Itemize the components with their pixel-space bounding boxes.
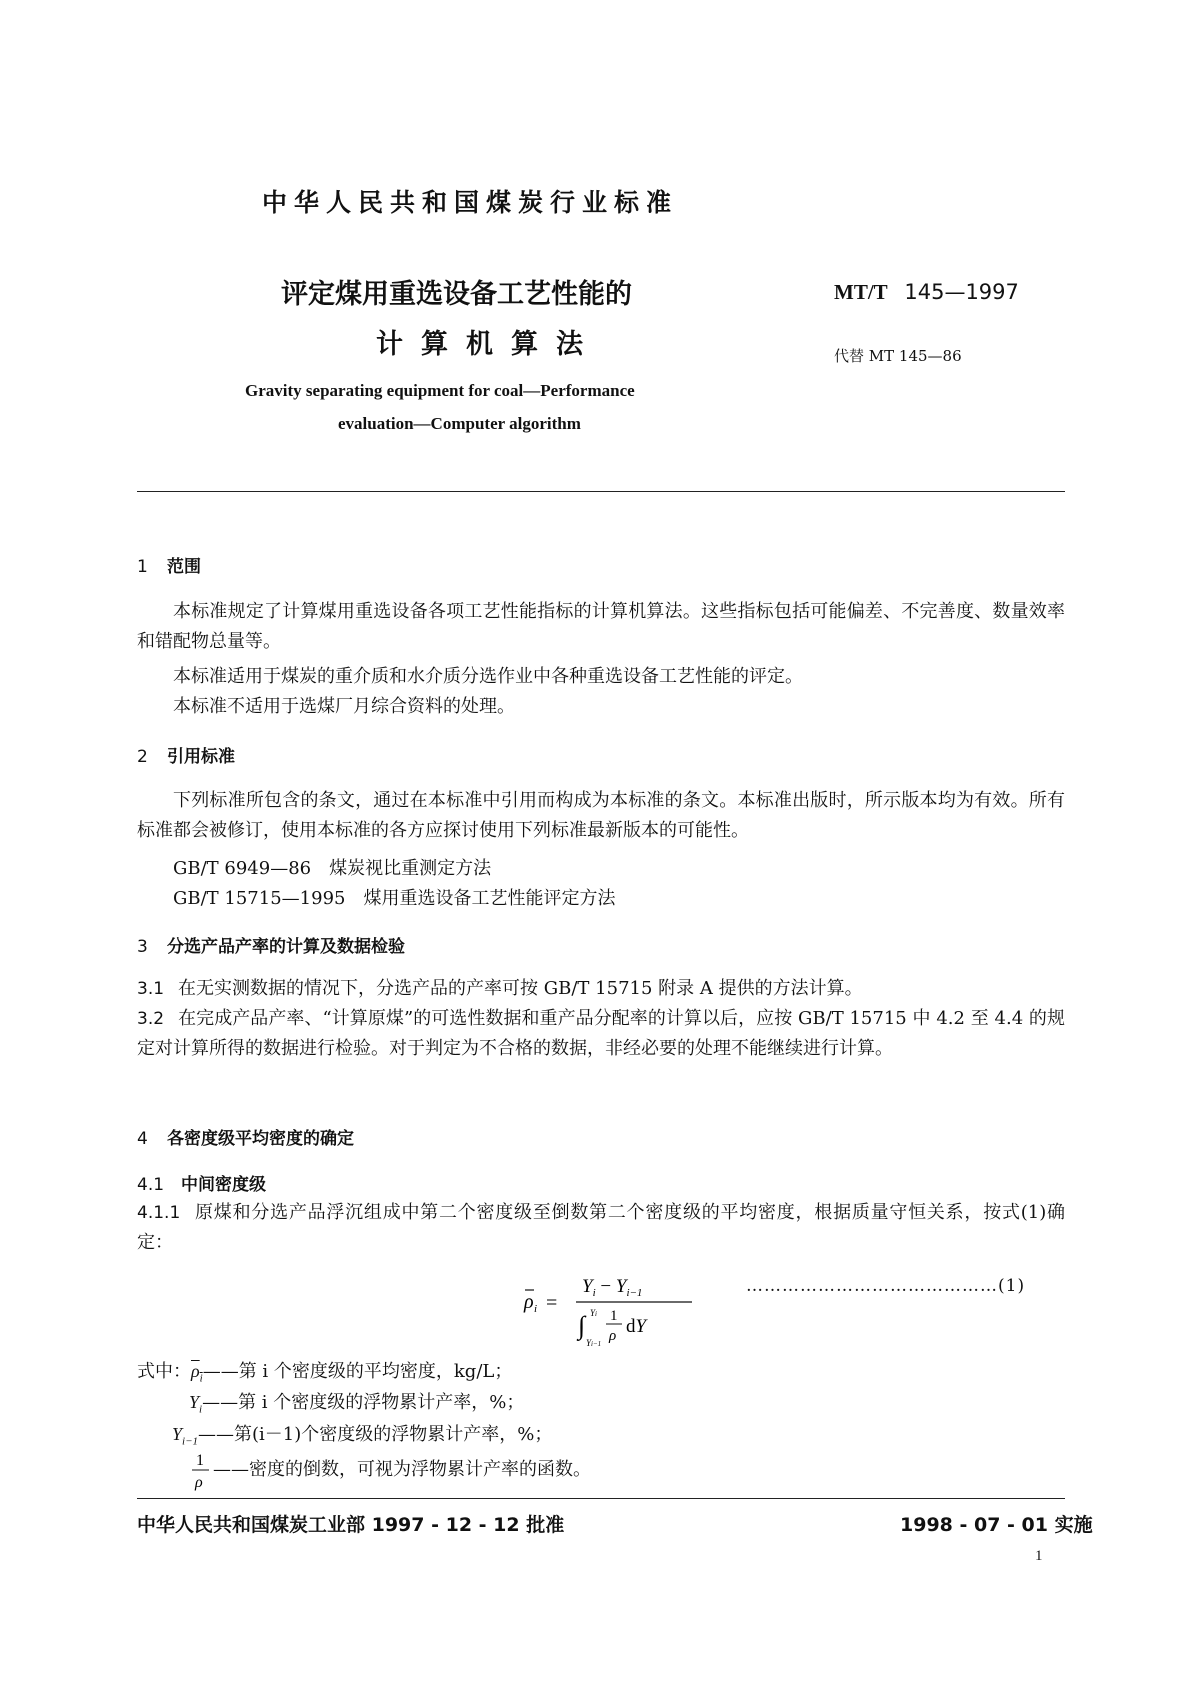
section-number: 3 bbox=[137, 937, 148, 957]
approval-info: 中华人民共和国煤炭工业部 1997 - 12 - 12 批准 bbox=[137, 1514, 565, 1536]
where-yi-1-desc: ——第(i－1)个密度级的浮物累计产率，%； bbox=[198, 1424, 553, 1445]
industry-title: 中华人民共和国煤炭行业标准 bbox=[262, 188, 679, 217]
document-title-line2: 计算机算法 bbox=[376, 329, 601, 360]
section-number: 1 bbox=[137, 557, 148, 577]
where-line-3 bbox=[172, 1420, 552, 1448]
where-yi-desc: ——第 i 个密度级的浮物累计产率，%； bbox=[202, 1392, 525, 1413]
english-title-line2: evaluation—Computer algorithm bbox=[338, 414, 581, 433]
reference-standard-1: GB/T 6949—86 煤炭视比重测定方法 bbox=[173, 858, 492, 879]
effective-date: 1998 - 07 - 01 实施 bbox=[900, 1514, 1093, 1536]
formula-number bbox=[746, 1276, 1025, 1296]
page-number: 1 bbox=[1035, 1548, 1043, 1564]
formula-equals: = bbox=[546, 1292, 558, 1314]
where-line-4 bbox=[189, 1448, 591, 1492]
section-2-heading bbox=[137, 742, 235, 767]
formula-1 bbox=[520, 1266, 700, 1348]
document-title-line1: 评定煤用重选设备工艺性能的 bbox=[281, 279, 632, 310]
where-line-1 bbox=[137, 1357, 512, 1385]
rho-bar-symbol: $\rho_i$ bbox=[191, 1361, 203, 1385]
footer-divider bbox=[137, 1498, 1065, 1499]
formula-subscript: i bbox=[534, 1303, 538, 1315]
section-title: 引用标准 bbox=[167, 747, 235, 767]
formula-one: 1 bbox=[610, 1308, 618, 1324]
section-number: 4 bbox=[137, 1129, 148, 1149]
where-inverse-density-desc: ——密度的倒数，可视为浮物累计产率的函数。 bbox=[213, 1459, 591, 1480]
reference-standard-2: GB/T 15715—1995 煤用重选设备工艺性能评定方法 bbox=[173, 888, 616, 909]
svg-text:ρ: ρ bbox=[195, 1474, 203, 1491]
clause-number: 4.1.1 bbox=[137, 1203, 181, 1223]
yi-minus-1-symbol: $Y_{i-1}$ bbox=[172, 1424, 198, 1448]
clause-number: 3.1 bbox=[137, 979, 165, 999]
section-number: 2 bbox=[137, 747, 148, 767]
formula-integral: ∫ bbox=[578, 1311, 586, 1340]
formula-lower-limit: Yi−1 bbox=[586, 1338, 602, 1348]
standard-code-number: 145—1997 bbox=[904, 280, 1019, 304]
where-line-2 bbox=[189, 1388, 524, 1416]
section-1-paragraph-3: 本标准不适用于选煤厂月综合资料的处理。 bbox=[173, 696, 515, 717]
section-title: 分选产品产率的计算及数据检验 bbox=[167, 937, 405, 957]
section-1-paragraph-2: 本标准适用于煤炭的重介质和水介质分选作业中各种重选设备工艺性能的评定。 bbox=[173, 666, 803, 687]
replaces-standard: 代替 MT 145—86 bbox=[834, 347, 962, 365]
subsection-title: 中间密度级 bbox=[181, 1175, 266, 1195]
section-4-heading bbox=[137, 1124, 354, 1149]
subsection-4-1-heading bbox=[137, 1170, 266, 1195]
clause-4-1-1 bbox=[137, 1198, 1065, 1258]
formula-rho-bar: ρ bbox=[524, 1291, 534, 1313]
where-prefix: 式中： bbox=[137, 1361, 191, 1382]
clause-text: 在完成产品产率、“计算原煤”的可选性数据和重产品分配率的计算以后，应按 GB/T 15715 中 4.2 至 4.4 的规定对计算所得的数据进行检验。对于判定为不合格的数据，非经必要的处理不能继续进行计算。 bbox=[137, 1008, 1065, 1059]
formula-label: (1) bbox=[998, 1276, 1026, 1296]
section-2-paragraph-1: 下列标准所包含的条文，通过在本标准中引用而构成为本标准的条文。本标准出版时，所示版本均为有效。所有标准都会被修订，使用本标准的各方应探讨使用下列标准最新版本的可能性。 bbox=[137, 790, 1065, 841]
one-over-rho-symbol bbox=[189, 1448, 213, 1492]
english-title-line1: Gravity separating equipment for coal—Performance bbox=[245, 381, 635, 400]
standard-code-prefix: MT/T bbox=[834, 280, 888, 304]
clause-3-2 bbox=[137, 1004, 1065, 1064]
formula-rho: ρ bbox=[609, 1328, 617, 1344]
formula-dy: dY bbox=[626, 1316, 647, 1337]
svg-text:1: 1 bbox=[196, 1452, 204, 1469]
clause-3-1 bbox=[137, 974, 1065, 1004]
section-title: 范围 bbox=[167, 557, 201, 577]
yi-symbol: $Y_i$ bbox=[189, 1392, 203, 1416]
formula-upper-limit: Yi bbox=[590, 1308, 597, 1318]
where-rho-desc: ——第 i 个密度级的平均密度，kg/L； bbox=[202, 1361, 513, 1382]
clause-number: 3.2 bbox=[137, 1009, 165, 1029]
formula-leader-dots: …………………………………… bbox=[746, 1276, 998, 1296]
section-3-heading bbox=[137, 932, 405, 957]
header-divider bbox=[137, 491, 1065, 492]
clause-text: 在无实测数据的情况下，分选产品的产率可按 GB/T 15715 附录 A 提供的方法计算。 bbox=[178, 978, 863, 999]
formula-numerator: $Y_i - Y_{i-1}$ bbox=[582, 1276, 643, 1299]
standard-code bbox=[834, 280, 1019, 305]
clause-text: 原煤和分选产品浮沉组成中第二个密度级至倒数第二个密度级的平均密度，根据质量守恒关系，按式(1)确定： bbox=[137, 1202, 1065, 1253]
subsection-number: 4.1 bbox=[137, 1175, 165, 1195]
section-1-heading bbox=[137, 552, 201, 577]
section-title: 各密度级平均密度的确定 bbox=[167, 1129, 354, 1149]
section-1-paragraph-1: 本标准规定了计算煤用重选设备各项工艺性能指标的计算机算法。这些指标包括可能偏差、不完善度、数量效率和错配物总量等。 bbox=[137, 601, 1065, 652]
